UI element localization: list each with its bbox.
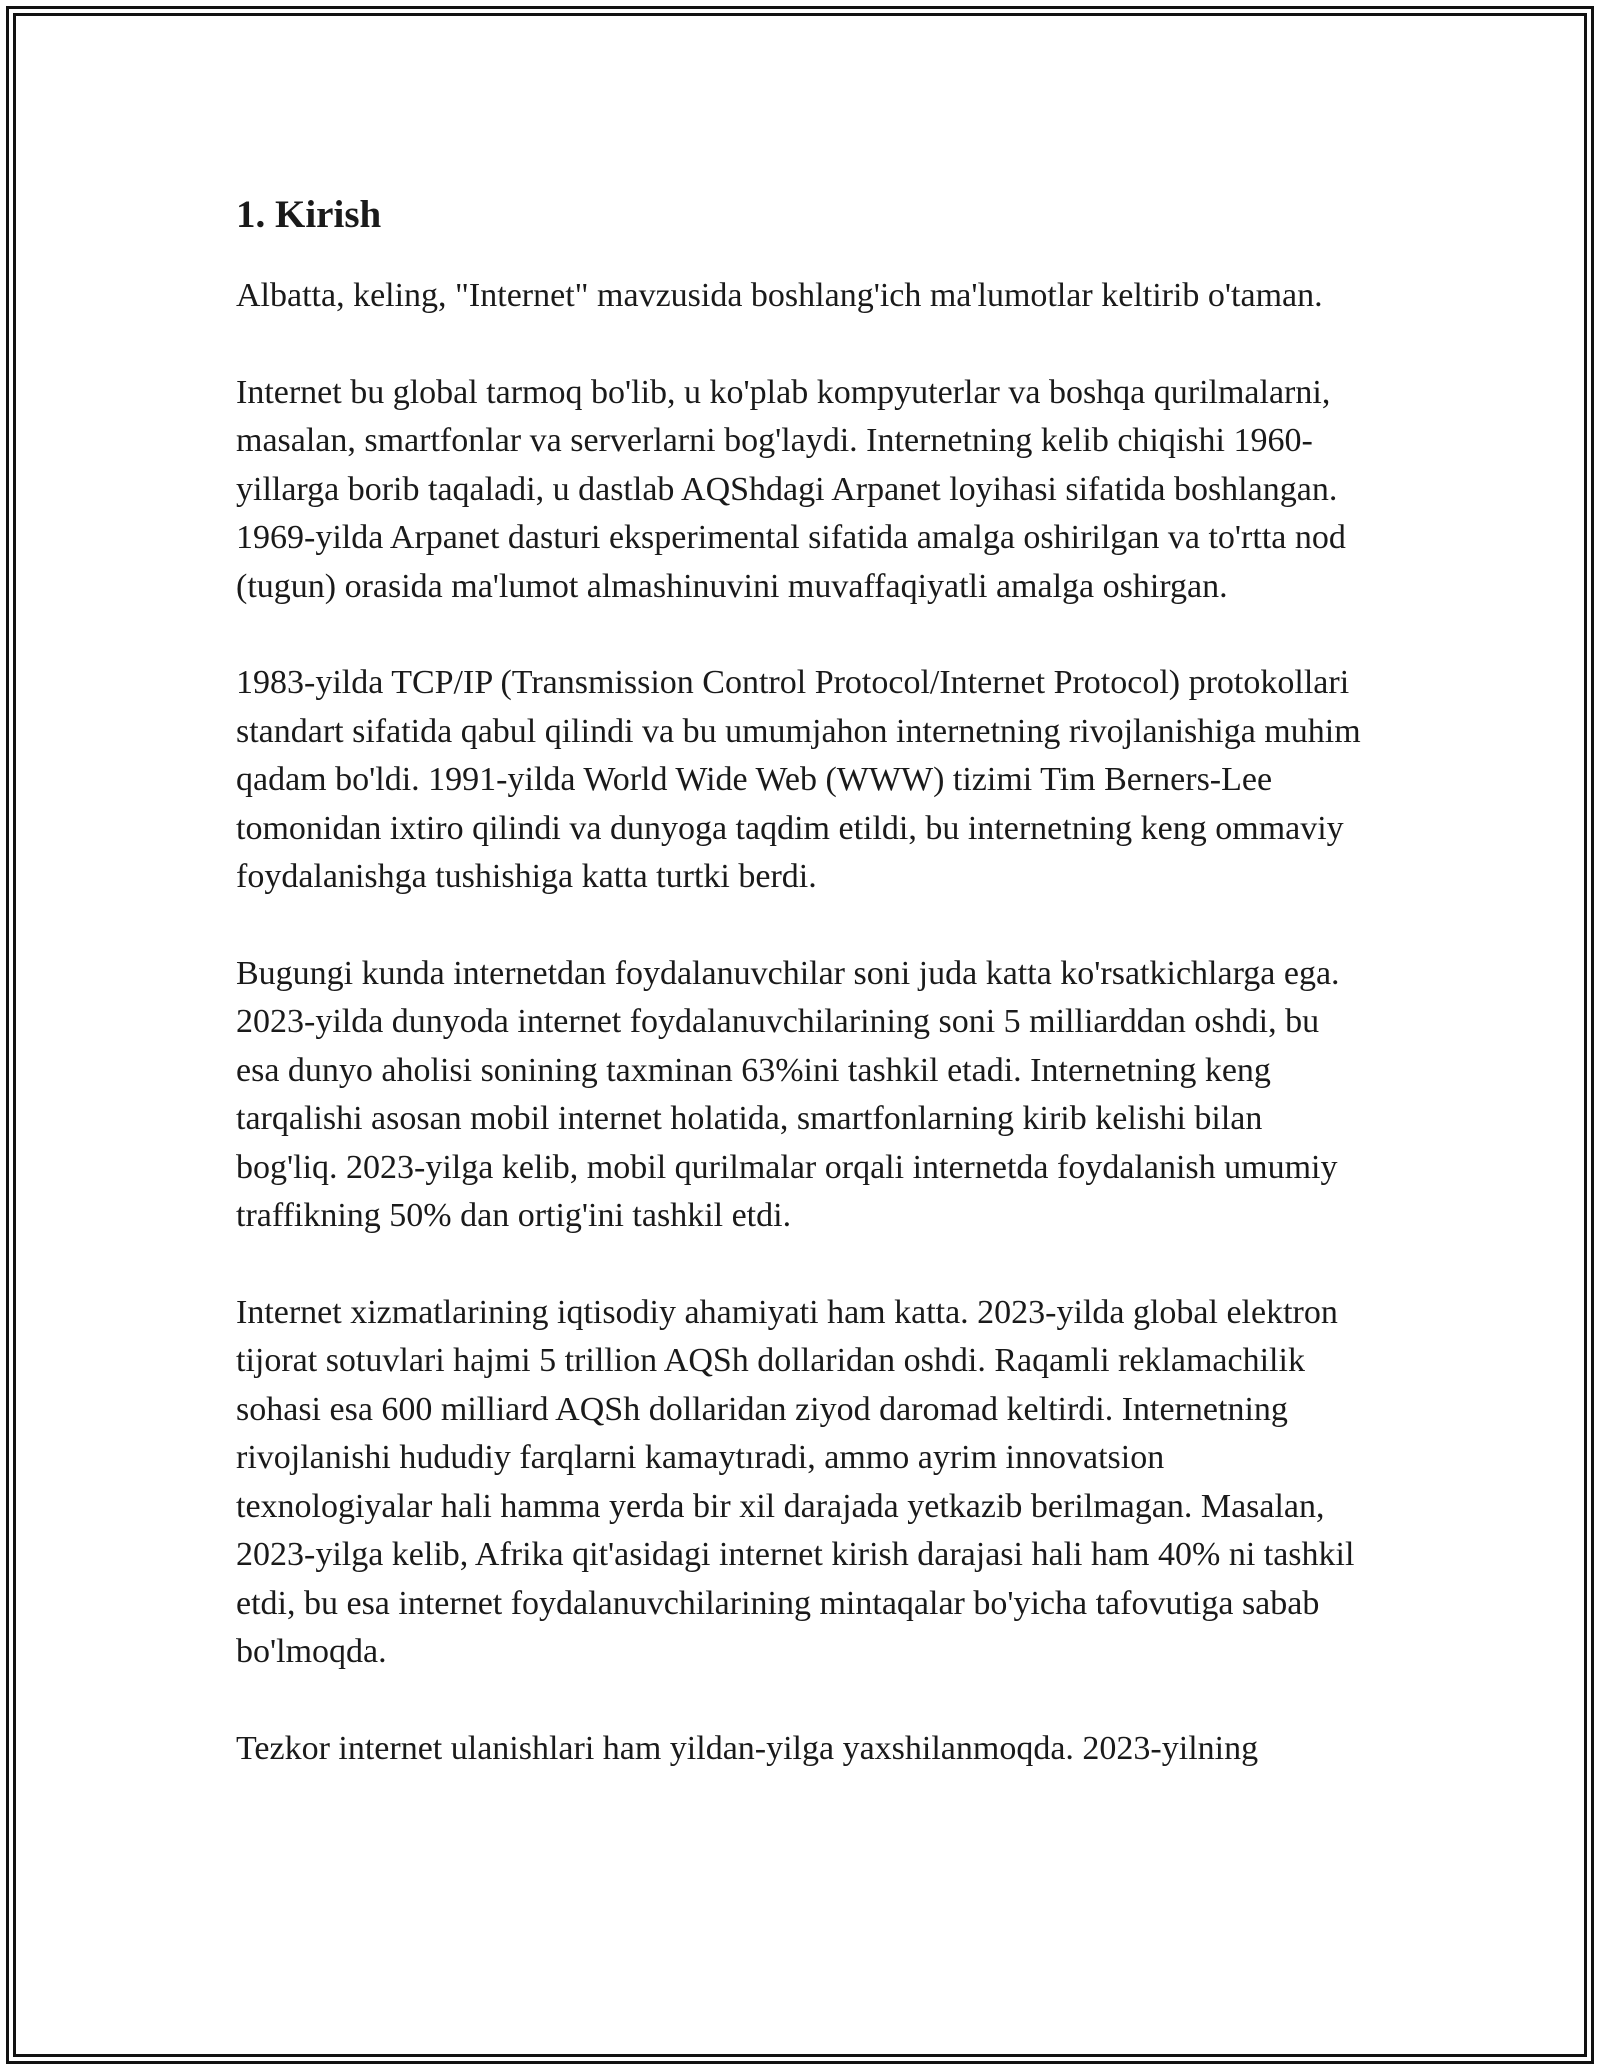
document-body	[236, 186, 1366, 1821]
paragraph-intro: Albatta, keling, "Internet" mavzusida boshlang'ich ma'lumotlar keltirib o'taman.	[236, 277, 1323, 314]
paragraph-tcpip-www: 1983-yilda TCP/IP (Transmission Control Protocol/Internet Protocol) protokollari standart sifatida qabul qilindi va bu umumjahon internetning rivojlanishiga muhim qadam bo'ldi. 1991-yilda World Wide Web (WWW) tizimi Tim Berners-Lee tomonidan ixtiro qilindi va dunyoga taqdim etildi, bu internetning keng ommaviy foydalanishga tushishiga katta turtki berdi.	[236, 664, 1361, 895]
paragraph-economy: Internet xizmatlarining iqtisodiy ahamiyati ham katta. 2023-yilda global elektron tijorat sotuvlari hajmi 5 trillion AQSh dollaridan oshdi. Raqamli reklamachilik sohasi esa 600 milliard AQSh dollaridan ziyod daromad keltirdi. Internetning rivojlanishi hududiy farqlarni kamaytıradi, ammo ayrim innovatsion texnologiyalar hali hamma yerda bir xil darajada yetkazib berilmagan. Masalan, 2023-yilga kelib, Afrika qit'asidagi internet kirish darajasi hali ham 40% ni tashkil etdi, bu esa internet foydalanuvchilarining mintaqalar bo'yicha tafovutiga sabab bo'lmoqda.	[236, 1293, 1355, 1670]
paragraph-internet-origin: Internet bu global tarmoq bo'lib, u ko'plab kompyuterlar va boshqa qurilmalarni, masalan, smartfonlar va serverlarni bog'laydi. Internetning kelib chiqishi 1960-yillarga borib taqaladi, u dastlab AQShdagi Arpanet loyihasi sifatida boshlangan. 1969-yilda Arpanet dasturi eksperimental sifatida amalga oshirilgan va to'rtta nod (tugun) orasida ma'lumot almashinuvini muvaffaqiyatli amalga oshirgan.	[236, 373, 1346, 605]
section-heading: 1. Kirish	[236, 193, 382, 236]
paragraph-users: Bugungi kunda internetdan foydalanuvchilar soni juda katta ko'rsatkichlarga ega. 2023-yilda dunyoda internet foydalanuvchilarining soni 5 milliarddan oshdi, bu esa dunyo aholisi sonining taxminan 63%ini tashkil etadi. Internetning keng tarqalishi asosan mobil internet holatida, smartfonlarning kirib kelishi bilan bog'liq. 2023-yilga kelib, mobil qurilmalar orqali internetda foydalanish umumiy traffikning 50% dan ortig'ini tashkil etdi.	[236, 954, 1340, 1234]
paragraph-speed: Tezkor internet ulanishlari ham yildan-yilga yaxshilanmoqda. 2023-yilning	[236, 1729, 1259, 1767]
